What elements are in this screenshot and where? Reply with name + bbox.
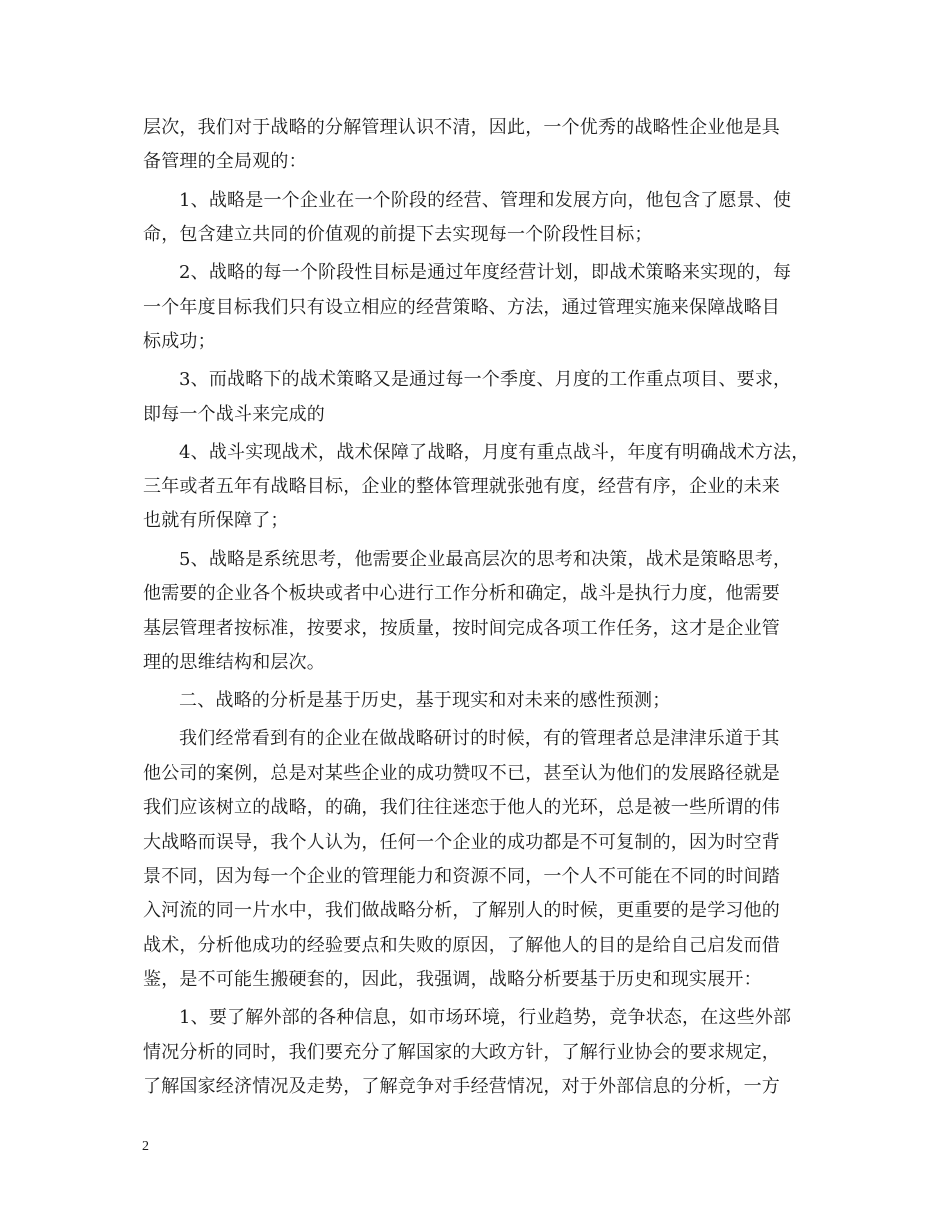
body-text-line: 命，包含建立共同的价值观的前提下去实现每一个阶段性目标； <box>143 224 653 245</box>
body-text-line: 1、要了解外部的各种信息，如市场环境，行业趋势，竞争状态，在这些外部 <box>179 1007 792 1028</box>
body-text-line: 1、战略是一个企业在一个阶段的经营、管理和发展方向，他包含了愿景、使 <box>179 190 792 211</box>
body-text-line: 入河流的同一片水中，我们做战略分析，了解别人的时候，更重要的是学习他的 <box>143 900 780 921</box>
body-text-line: 大战略而误导，我个人认为，任何一个企业的成功都是不可复制的，因为时空背 <box>143 832 780 853</box>
body-text-line: 3、而战略下的战术策略又是通过每一个季度、月度的工作重点项目、要求， <box>179 369 792 390</box>
body-text-line: 情况分析的同时，我们要充分了解国家的大政方针，了解行业协会的要求规定， <box>143 1042 780 1063</box>
body-text-line: 了解国家经济情况及走势，了解竞争对手经营情况，对于外部信息的分析，一方 <box>143 1076 780 1097</box>
body-text-line: 我们应该树立的战略，的确，我们往往迷恋于他人的光环，总是被一些所谓的伟 <box>143 797 780 818</box>
body-text-line: 层次，我们对于战略的分解管理认识不清，因此，一个优秀的战略性企业他是具 <box>143 117 780 138</box>
body-text-line: 备管理的全局观的： <box>143 151 307 172</box>
page-number: 2 <box>142 1139 149 1154</box>
body-text-line: 鉴，是不可能生搬硬套的，因此，我强调，战略分析要基于历史和现实展开： <box>143 969 762 990</box>
body-text-line: 2、战略的每一个阶段性目标是通过年度经营计划，即战术策略来实现的，每 <box>179 262 792 283</box>
body-text-line: 一个年度目标我们只有设立相应的经营策略、方法，通过管理实施来保障战略目 <box>143 297 780 318</box>
body-text-line: 战术，分析他成功的经验要点和失败的原因，了解他人的目的是给自己启发而借 <box>143 935 780 956</box>
body-text-line: 标成功； <box>143 331 216 352</box>
body-text-line: 三年或者五年有战略目标，企业的整体管理就张弛有度，经营有序，企业的未来 <box>143 476 780 497</box>
body-text-line: 二、战略的分析是基于历史，基于现实和对未来的感性预测； <box>179 690 671 711</box>
body-text-line: 也就有所保障了； <box>143 510 289 531</box>
body-text-line: 5、战略是系统思考，他需要企业最高层次的思考和决策，战术是策略思考， <box>179 549 792 570</box>
body-text-line: 基层管理者按标准，按要求，按质量，按时间完成各项工作任务，这才是企业管 <box>143 618 780 639</box>
body-text-line: 我们经常看到有的企业在做战略研讨的时候，有的管理者总是津津乐道于其 <box>179 728 780 749</box>
body-text-line: 他需要的企业各个板块或者中心进行工作分析和确定，战斗是执行力度，他需要 <box>143 583 780 604</box>
body-text-line: 即每一个战斗来完成的 <box>143 404 325 425</box>
body-text-line: 4、战斗实现战术，战术保障了战略，月度有重点战斗，年度有明确战术方法， <box>179 442 810 463</box>
body-text-line: 理的思维结构和层次。 <box>143 652 325 673</box>
body-text-line: 他公司的案例，总是对某些企业的成功赞叹不已，甚至认为他们的发展路径就是 <box>143 763 780 784</box>
body-text-line: 景不同，因为每一个企业的管理能力和资源不同，一个人不可能在不同的时间踏 <box>143 866 780 887</box>
